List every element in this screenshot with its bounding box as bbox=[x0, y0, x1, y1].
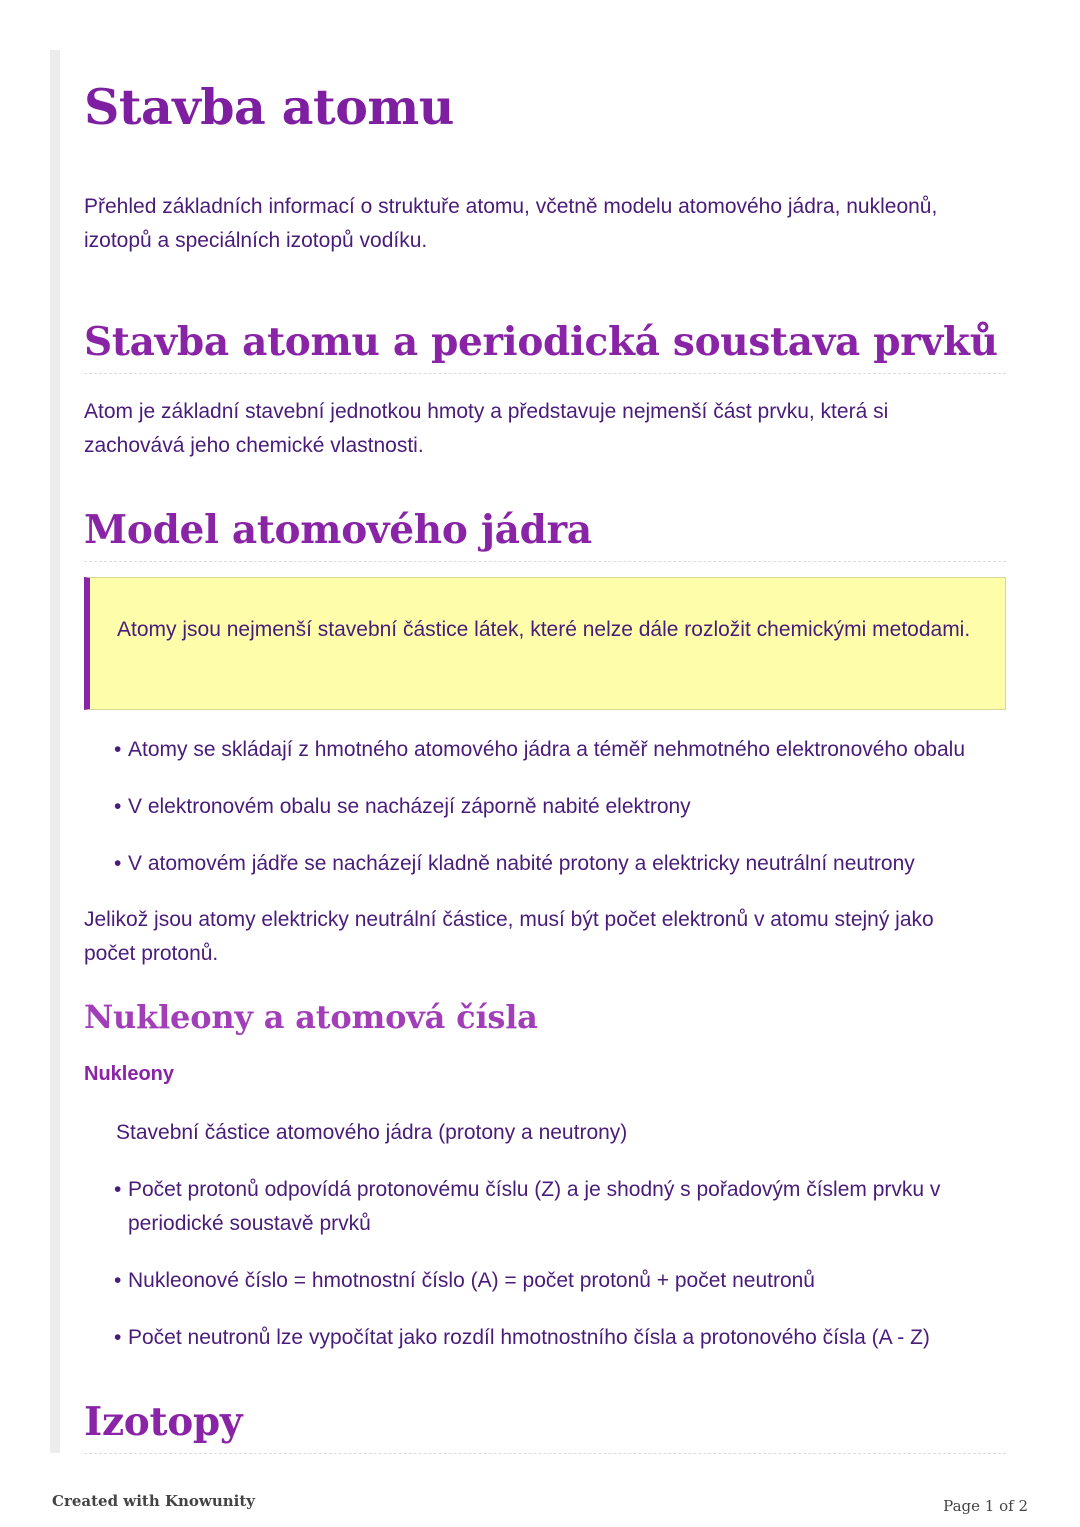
list-item: • Počet neutronů lze vypočítat jako rozdíl hmotnostního čísla a protonového čísla (A - Z) bbox=[114, 1321, 1006, 1355]
footer-credit: Created with Knowunity bbox=[52, 1492, 255, 1510]
left-margin-rule bbox=[50, 50, 60, 1453]
list-item: • Nukleonové číslo = hmotnostní číslo (A) = počet protonů + počet neutronů bbox=[114, 1264, 1006, 1298]
list-item: • V elektronovém obalu se nacházejí záporně nabité elektrony bbox=[114, 790, 1006, 824]
callout-text: Atomy jsou nejmenší stavební částice látek, které nelze dále rozložit chemickými metodami. bbox=[117, 618, 971, 641]
intro-paragraph: Přehled základních informací o struktuře atomu, včetně modelu atomového jádra, nukleonů, izotopů a speciálních izotopů vodíku. bbox=[84, 195, 938, 252]
subsection-heading-nucleons: Nukleony a atomová čísla bbox=[84, 998, 538, 1036]
list-item: • Atomy se skládají z hmotného atomového jádra a téměř nehmotného elektronového obalu bbox=[114, 733, 1006, 767]
section-heading-periodic: Stavba atomu a periodická soustava prvků bbox=[84, 319, 1006, 374]
term-label: Nukleony bbox=[84, 1063, 175, 1085]
section-heading-nucleus-model: Model atomového jádra bbox=[84, 507, 1006, 562]
nucleon-bullet-list bbox=[114, 1173, 1006, 1378]
section-paragraph-atom: Atom je základní stavební jednotkou hmoty a představuje nejmenší část prvku, která si zachovává jeho chemické vlastnosti. bbox=[84, 400, 889, 457]
section-heading-isotopes: Izotopy bbox=[84, 1399, 1006, 1454]
list-item: • V atomovém jádře se nacházejí kladně nabité protony a elektricky neutrální neutrony bbox=[114, 847, 1006, 881]
term-definition: Stavební částice atomového jádra (protony a neutrony) bbox=[116, 1121, 628, 1144]
neutrality-paragraph: Jelikož jsou atomy elektricky neutrální částice, musí být počet elektronů v atomu stejný jako počet protonů. bbox=[84, 908, 934, 965]
page-title: Stavba atomu bbox=[84, 78, 454, 136]
page-number: Page 1 of 2 bbox=[943, 1497, 1028, 1515]
nucleus-bullet-list bbox=[114, 733, 1006, 904]
list-item: • Počet protonů odpovídá protonovému číslu (Z) a je shodný s pořadovým číslem prvku v periodické soustavě prvků bbox=[114, 1173, 1006, 1241]
callout-box bbox=[84, 577, 1006, 710]
